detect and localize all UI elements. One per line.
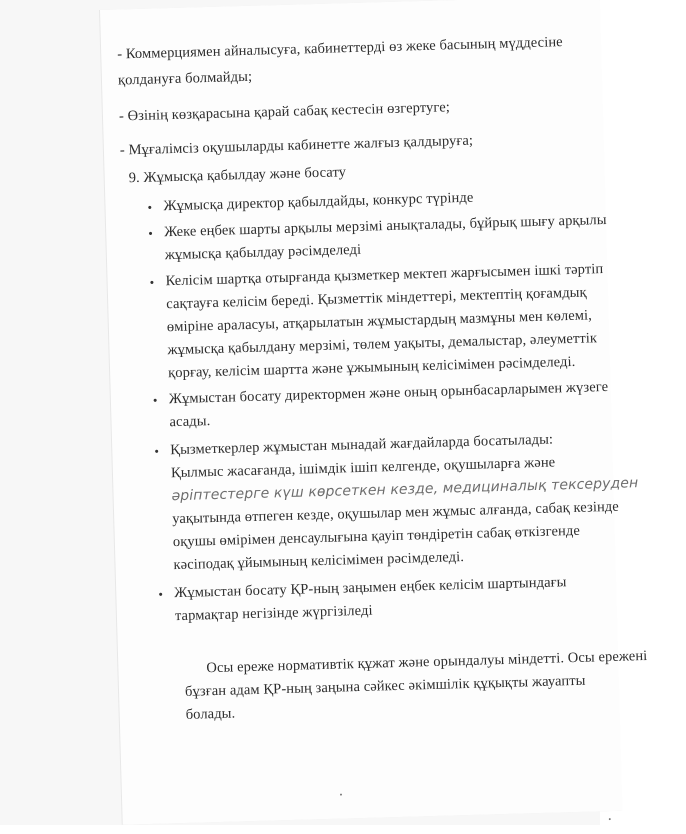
intro-line-2: қолдануға болмайды; [117, 68, 253, 89]
bullet-5-line-5: оқушы өмірімен денсаулығына қауіп төндіретін сабақ өткізгенде [172, 522, 581, 551]
bullet-3-line-5: қорғау, келісім шартта және ұжымының келісімімен рәсімделеді. [167, 353, 576, 382]
intro-line-1: - Коммерциямен айналысуға, кабинеттерді өз жеке басының мүддесіне [117, 34, 563, 63]
bullet-4-line-2: асады. [169, 413, 211, 431]
closing-line-2: бұзған адам ҚР-ның заңына сәйкес әкімшілік құқықты жауапты [184, 672, 586, 700]
bullet-3-line-4: жұмысқа қабылдану мерзімі, төлем уақыты, демалыстар, әлеуметтік [167, 330, 598, 359]
bullet-4-line-1: • Жұмыстан босату директормен және оның орынбасарларымен жүзеге [169, 376, 599, 411]
closing-line-1: Осы ереже нормативтік құжат және орындалуы міндетті. Осы ережені [206, 647, 648, 677]
bullet-3-line-1: • Келісім шартқа отырғанда қызметкер мектеп жарғысымен ішкі тәртіп [165, 258, 595, 293]
bullet-3-line-3: өміріне араласуы, атқарылатын жұмыстардың мазмұны мен көлемі, [166, 307, 593, 336]
bullet-5-line-4: уақытында өтпеген кезде, оқушылар мен жұмыс алғанда, сабақ кезінде [172, 498, 620, 528]
closing-line-3: болады. [185, 705, 236, 723]
bullet-5-line-2: Қылмыс жасағанда, ішімдік ішіп келгенде, оқушыларға және [170, 454, 556, 482]
bullet-5-line-6: кәсіподақ ұйымының келісімімен рәсімделеді. [173, 549, 465, 574]
scan-speck [609, 818, 611, 820]
bullet-5-line-3: әріптестерге күш көрсеткен кезде, медициналық тексеруден [171, 475, 639, 505]
intro-line-3: - Өзінің көзқарасына қарай сабақ кестесін өзгертуге; [118, 99, 451, 125]
intro-line-4: - Мұғалімсіз оқушыларды кабинетте жалғыз қалдыруға; [119, 132, 474, 159]
bullet-6-line-1: • Жұмыстан босату ҚР-ның заңымен еңбек келісім шартындағы [174, 570, 604, 605]
bullet-6-line-2: тармақтар негізінде жүргізіледі [174, 602, 373, 625]
scan-speck [340, 794, 342, 796]
section-heading: 9. Жұмысқа қабылдау және босату [128, 164, 347, 187]
document-page [100, 0, 648, 825]
bullet-2-line-2: жұмысқа қабылдау рәсімделеді [164, 241, 362, 264]
bullet-2-line-1: • Жеке еңбек шарты арқылы мерзімі анықталады, бұйрық шығу арқылы [164, 209, 594, 244]
bullet-1-line-1: • Жұмысқа директор қабылдайды, конкурс түрінде [163, 183, 593, 218]
bullet-3-line-2: сақтауға келісім береді. Қызметтік міндеттері, мектептің қоғамдық [166, 284, 587, 313]
bullet-5-line-1: • Қызметкерлер жұмыстан мынадай жағдайларда босатылады: [170, 427, 600, 462]
